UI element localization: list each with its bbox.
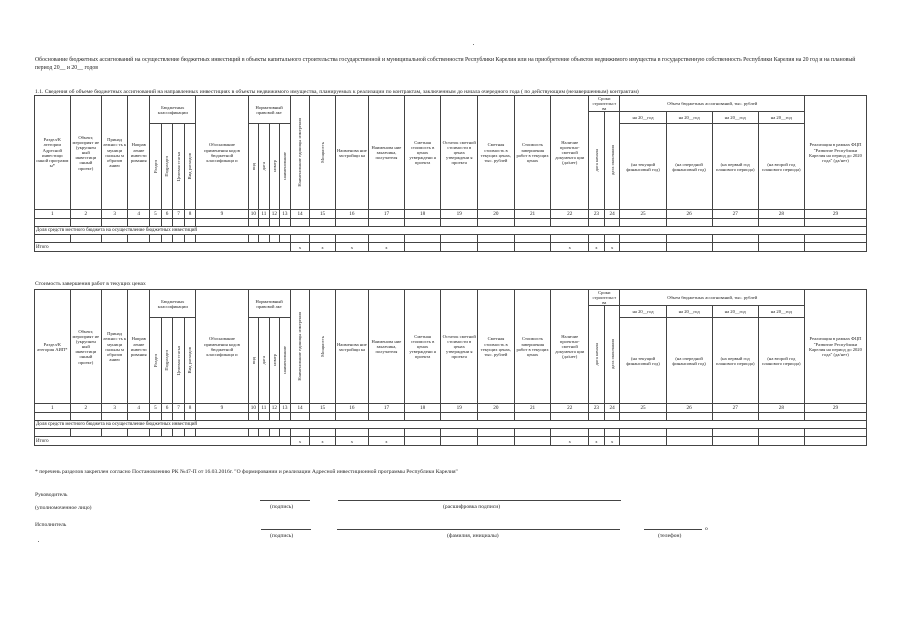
- h-current-year: (на текущий финансовый год): [620, 318, 666, 404]
- h-direction: Направ ление инвести рования: [128, 96, 150, 210]
- head-decoding-line: [338, 500, 621, 501]
- h-end-date: дата окончания: [609, 339, 615, 370]
- h-budget-classification: Бюджетных классификации: [150, 96, 196, 124]
- h-year-1: на 20__год: [620, 112, 666, 124]
- executor-phone-caption: (телефон): [658, 533, 682, 539]
- h-capacity: Мощность: [319, 141, 325, 163]
- head-decoding-caption: (расшифровка подписи): [443, 504, 501, 510]
- h-podrazdel: Подраздел: [164, 156, 170, 177]
- h-developer: Наименова ние застройщи ка: [335, 96, 369, 210]
- h-next-year: (на очередной финансовый год): [666, 318, 712, 404]
- h-podrazdel: Подраздел: [164, 350, 170, 371]
- local-budget-row: Доля средств местного бюджета на осуществление бюджетных инвестиций: [35, 421, 867, 429]
- h-act-date: дата: [261, 356, 267, 365]
- h-act-number: номер: [271, 354, 277, 367]
- scan-speck: [38, 541, 39, 542]
- h-estimate: Сметная стоимость в ценах утверждени я проекта: [404, 290, 441, 404]
- executor-signature-caption: (подпись): [270, 533, 294, 539]
- h-act-type: вид: [250, 162, 256, 170]
- h-budget-volume: Объем бюджетных ассигнований, тыс. рублей: [620, 290, 804, 306]
- h-justification: Обоснование применения кодов бюджетной классификаци и: [196, 290, 248, 404]
- h-next-year: (на очередной финансовый год): [666, 124, 712, 210]
- h-fcp: Реализация в рамках ФЦП "Развитие Республики Карелия на период до 2020 года" (да/нет): [804, 96, 866, 210]
- total-row: Итого х х х х х х х: [35, 437, 867, 446]
- h-act-name: наименование: [282, 152, 288, 181]
- h-target: Целевая статья: [175, 151, 181, 182]
- h-year-1: на 20__год: [620, 306, 666, 318]
- h-estimate-current: Сметная стоимость в текущих ценах, тыс. рублей: [478, 96, 515, 210]
- h-plan-1: (на первый год планового периода): [712, 318, 758, 404]
- h-start-date: дата начала: [593, 149, 599, 172]
- h-developer: Наименова ние застройщи ка: [335, 290, 369, 404]
- table-row: [35, 429, 867, 437]
- h-customer: Наименова ние заказчика, получателя: [369, 290, 405, 404]
- h-plan-2: (на второй год планового периода): [758, 318, 804, 404]
- head-signature-line: [260, 500, 310, 501]
- h-completion-cost: Стоимость завершения работ в текущих ценах: [514, 290, 551, 404]
- h-project-docs: Наличие проектно-сметной документа ции (да/нет): [551, 290, 589, 404]
- h-razdel: Раздел: [152, 159, 158, 173]
- h-target: Целевая статья: [175, 345, 181, 376]
- h-year-3: на 20__год: [712, 306, 758, 318]
- executor-signature-line: [261, 529, 311, 530]
- head-sub-label: (уполномоченное лицо): [35, 505, 92, 511]
- h-budget-classification: Бюджетных классификации: [150, 290, 196, 318]
- footnote: * перечень разделов закреплен согласно Постановлению РК №47-П от 16.03.2016г. "О формировании и реализации Адресной инвестиционной программы Республики Карелия": [35, 469, 458, 475]
- h-completion-cost: Стоимость завершения работ в текущих ценах: [514, 96, 551, 210]
- document-title: Обоснование бюджетных ассигнований на осуществление бюджетных инвестиций в объекты капитального строительства государственной и муниципальной собственности Республики Карелия или на приобретение объектов недвижимого имущества в государственную собственность Республики Карелия на 20 год и на плановый период 20__ и 20__ годов: [35, 57, 856, 72]
- h-estimate-rest: Остаток сметной стоимости в ценах утверждени я проекта: [441, 96, 478, 210]
- h-justification: Обоснование применения кодов бюджетной классификаци и: [196, 96, 248, 210]
- h-year-2: на 20__год: [666, 306, 712, 318]
- h-section: Раздел/К атегория АИП*: [35, 290, 71, 404]
- h-terms: Сроки строительст ва: [589, 290, 620, 306]
- h-plan-1: (на первый год планового периода): [712, 124, 758, 210]
- h-current-year: (на текущий финансовый год): [620, 124, 666, 210]
- h-normative-act: Нормативный правовой акт: [248, 96, 290, 124]
- executor-label: Исполнитель: [35, 522, 67, 528]
- h-year-3: на 20__год: [712, 112, 758, 124]
- scan-speck: [473, 44, 474, 45]
- h-start-date: дата начала: [593, 343, 599, 366]
- local-budget-row: Доля средств местного бюджета на осуществление бюджетных инвестиций: [35, 227, 867, 235]
- h-plan-2: (на второй год планового периода): [758, 124, 804, 210]
- h-estimate: Сметная стоимость в ценах утверждени я проекта: [404, 96, 441, 210]
- head-signature-caption: (подпись): [270, 504, 294, 510]
- h-unit: Наименование единицы измерения: [297, 311, 303, 381]
- h-estimate-current: Сметная стоимость в текущих ценах, тыс. рублей: [478, 290, 515, 404]
- h-direction: Направ ление инвести рования: [128, 290, 150, 404]
- column-numbers-row: 1 2 3 4 5 6 7 8 9 10 11 12 13 14 15 16 17 18 19 20 21 22 23 24 25 26 27 28 29: [35, 210, 867, 219]
- h-section: Раздел/К атегории Адресной инвестици онной программ ы*: [35, 96, 71, 210]
- h-object: Объект, мероприят ие (укрупнен ный инвестици онный проект): [70, 290, 101, 404]
- h-terms: Сроки строительст ва: [589, 96, 620, 112]
- h-act-number: номер: [271, 160, 277, 173]
- executor-name-caption: (фамилия, инициалы): [447, 533, 499, 539]
- table-row: [35, 413, 867, 421]
- h-customer: Наименова ние заказчика, получателя: [369, 96, 405, 210]
- executor-phone-line: [644, 529, 702, 530]
- trailing-mark: о: [705, 526, 708, 532]
- head-label: Руководитель: [35, 492, 68, 498]
- h-expense: Вид расходов: [187, 153, 193, 180]
- h-end-date: дата окончания: [609, 145, 615, 176]
- investment-table-1: [34, 95, 867, 252]
- h-razdel: Раздел: [152, 353, 158, 367]
- h-object: Объект, мероприят ие (укрупнен ный инвестици онный проект): [70, 96, 101, 210]
- h-act-type: вид: [250, 356, 256, 364]
- h-unit: Наименование единицы измерения: [297, 117, 303, 187]
- h-municipality: Принад лежнос ть к муници пальны м образов анию: [102, 290, 128, 404]
- h-act-name: наименование: [282, 346, 288, 375]
- table-row: [35, 235, 867, 243]
- executor-name-line: [337, 529, 620, 530]
- section2-caption: Стоимость завершения работ в текущих ценах: [35, 281, 146, 287]
- h-expense: Вид расходов: [187, 347, 193, 374]
- column-numbers-row: 1 2 3 4 5 6 7 8 9 10 11 12 13 14 15 16 17 18 19 20 21 22 23 24 25 26 27 28 29: [35, 404, 867, 413]
- h-project-docs: Наличие проектно-сметной документа ции (да/нет): [551, 96, 589, 210]
- h-municipality: Принад лежнос ть к муници пальны м образов анию: [102, 96, 128, 210]
- h-estimate-rest: Остаток сметной стоимости в ценах утверждени я проекта: [441, 290, 478, 404]
- h-budget-volume: Объем бюджетных ассигнований, тыс. рублей: [620, 96, 804, 112]
- section1-caption: 1.1. Сведения об объеме бюджетных ассигнований на направленных инвестициях в объекты недвижимого имущества, планируемых к реализации по контрактам, заключенным до начала очередного года ( по действующим (незавершенным) контрактам): [35, 89, 639, 95]
- h-year-2: на 20__год: [666, 112, 712, 124]
- h-capacity: Мощность: [319, 335, 325, 357]
- h-normative-act: Нормативный правовой акт: [248, 290, 290, 318]
- investment-table-2: [34, 289, 867, 446]
- table-row: [35, 219, 867, 227]
- h-fcp: Реализация в рамках ФЦП "Развитие Республики Карелия на период до 2020 года" (да/нет): [804, 290, 866, 404]
- h-year-4: на 20__год: [758, 112, 804, 124]
- h-year-4: на 20__год: [758, 306, 804, 318]
- total-row: Итого х х х х х х х: [35, 243, 867, 252]
- h-act-date: дата: [261, 162, 267, 171]
